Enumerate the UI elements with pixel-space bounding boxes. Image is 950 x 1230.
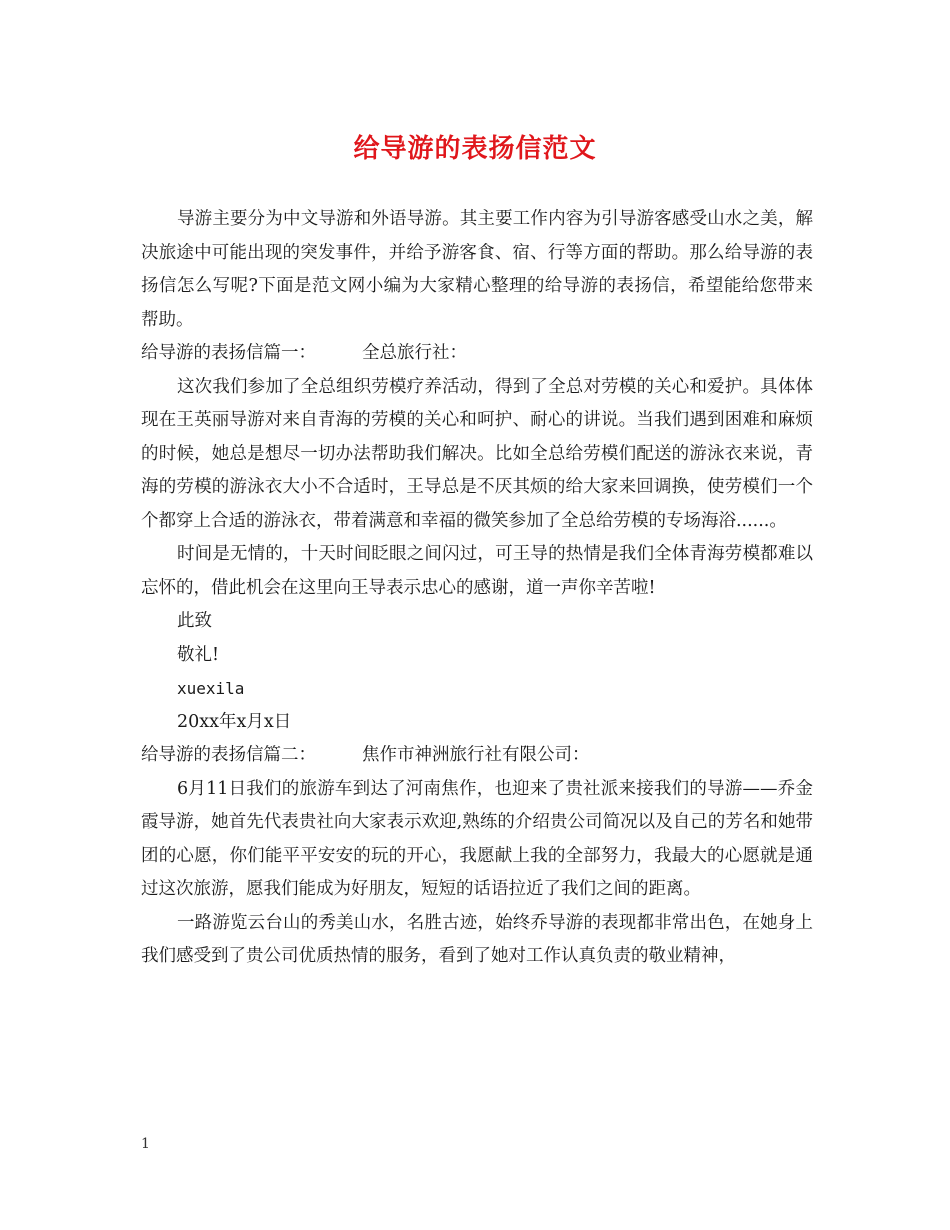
document-title: 给导游的表扬信范文: [353, 134, 597, 164]
letter2-paragraph-2: 一路游览云台山的秀美山水，名胜古迹，始终乔导游的表现都非常出色，在她身上我们感受到了贵公司优质热情的服务，看到了她对工作认真负责的敬业精神，: [141, 912, 813, 966]
letter1-closing-2: 敬礼!: [177, 644, 220, 665]
document-body: [141, 203, 813, 974]
intro-paragraph: 导游主要分为中文导游和外语导游。其主要工作内容为引导游客感受山水之美，解决旅途中可能出现的突发事件，并给予游客食、宿、行等方面的帮助。那么给导游的表扬信怎么写呢?下面是范文网小编为大家精心整理的给导游的表扬信，希望能给您带来帮助。: [141, 209, 813, 330]
letter2-heading-line: [141, 739, 813, 773]
letter1-paragraph-2: 时间是无情的，十天时间眨眼之间闪过，可王导的热情是我们全体青海劳模都难以忘怀的，借此机会在这里向王导表示忠心的感谢，道一声你辛苦啦!: [141, 544, 813, 598]
letter1-paragraph-1: 这次我们参加了全总组织劳模疗养活动，得到了全总对劳模的关心和爱护。具体体现在王英丽导游对来自青海的劳模的关心和呵护、耐心的讲说。当我们遇到困难和麻烦的时候，她总是想尽一切办法帮助我们解决。比如全总给劳模们配送的游泳衣来说，青海的劳模的游泳衣大小不合适时，王导总是不厌其烦的给大家来回调换，使劳模们一个个都穿上合适的游泳衣，带着满意和幸福的微笑参加了全总给劳模的专场海浴......。: [141, 376, 813, 531]
letter1-closing-1: 此致: [177, 611, 212, 631]
letter2-paragraph-1: 6月11日我们的旅游车到达了河南焦作，也迎来了贵社派来接我们的导游——乔金霞导游，她首先代表贵社向大家表示欢迎,熟练的介绍贵公司简况以及自己的芳名和她带团的心愿，你们能平平安安的玩的开心，我愿献上我的全部努力，我最大的心愿就是通过这次旅游，愿我们能成为好朋友，短短的话语拉近了我们之间的距离。: [141, 778, 813, 899]
page-number: 1: [141, 1136, 150, 1152]
letter1-heading: 给导游的表扬信篇一：: [141, 343, 316, 363]
letter1-heading-line: [141, 337, 813, 371]
letter1-date: 20xx年x月x日: [177, 711, 292, 732]
letter1-addressee: 全总旅行社：: [362, 343, 467, 363]
letter1-signer: xuexila: [177, 679, 245, 698]
letter2-addressee: 焦作市神洲旅行社有限公司：: [362, 745, 590, 765]
letter2-heading: 给导游的表扬信篇二：: [141, 745, 316, 765]
